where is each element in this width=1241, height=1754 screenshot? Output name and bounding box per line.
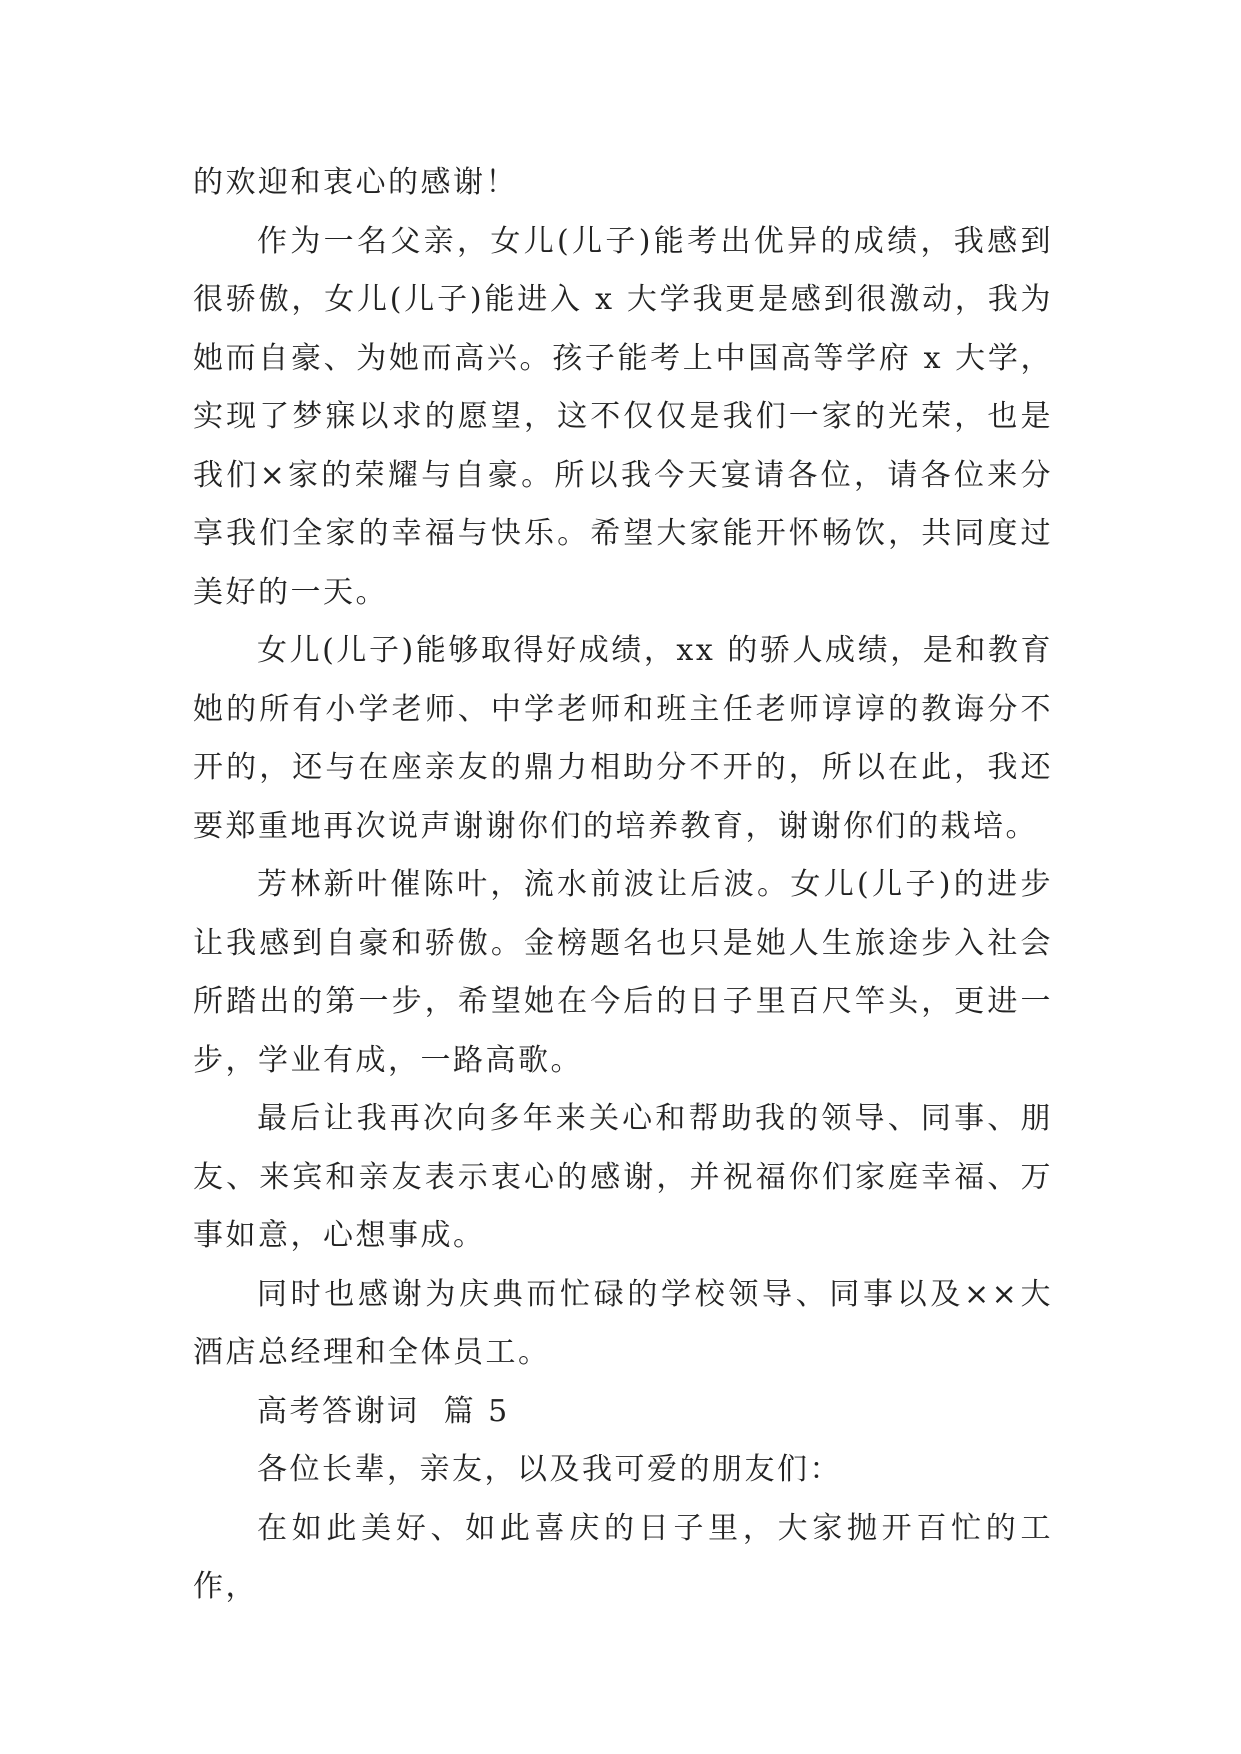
document-body bbox=[193, 154, 1053, 1617]
paragraph-continuation: 的欢迎和衷心的感谢！ bbox=[193, 165, 518, 200]
paragraph-progress: 芳林新叶催陈叶，流水前波让后波。女儿(儿子)的进步让我感到自豪和骄傲。金榜题名也只是她人生旅途步入社会所踏出的第一步，希望她在今后的日子里百尺竿头，更进一步，学业有成，一路高歌。 bbox=[193, 867, 1053, 1078]
paragraph-opening: 在如此美好、如此喜庆的日子里，大家抛开百忙的工作， bbox=[193, 1510, 1053, 1604]
section-heading: 高考答谢词 篇 5 bbox=[257, 1393, 510, 1429]
paragraph-salutation: 各位长辈，亲友，以及我可爱的朋友们： bbox=[257, 1452, 842, 1487]
paragraph-teachers-thanks: 女儿(儿子)能够取得好成绩，xx 的骄人成绩，是和教育她的所有小学老师、中学老师和班主任老师谆谆的教诲分不开的，还与在座亲友的鼎力相助分不开的，所以在此，我还要郑重地再次说声谢谢你们的培养教育，谢谢你们的栽培。 bbox=[193, 633, 1053, 844]
paragraph-final-thanks: 最后让我再次向多年来关心和帮助我的领导、同事、朋友、来宾和亲友表示衷心的感谢，并祝福你们家庭幸福、万事如意，心想事成。 bbox=[193, 1101, 1053, 1253]
paragraph-hotel-thanks: 同时也感谢为庆典而忙碌的学校领导、同事以及××大酒店总经理和全体员工。 bbox=[193, 1276, 1053, 1370]
paragraph-father-pride: 作为一名父亲，女儿(儿子)能考出优异的成绩，我感到很骄傲，女儿(儿子)能进入 x 大学我更是感到很激动，我为她而自豪、为她而高兴。孩子能考上中国高等学府 x 大学，实现了梦寐以求的愿望，这不仅仅是我们一家的光荣，也是我们×家的荣耀与自豪。所以我今天宴请各位，请各位来分享我们全家的幸福与快乐。希望大家能开怀畅饮，共同度过美好的一天。 bbox=[193, 223, 1053, 610]
